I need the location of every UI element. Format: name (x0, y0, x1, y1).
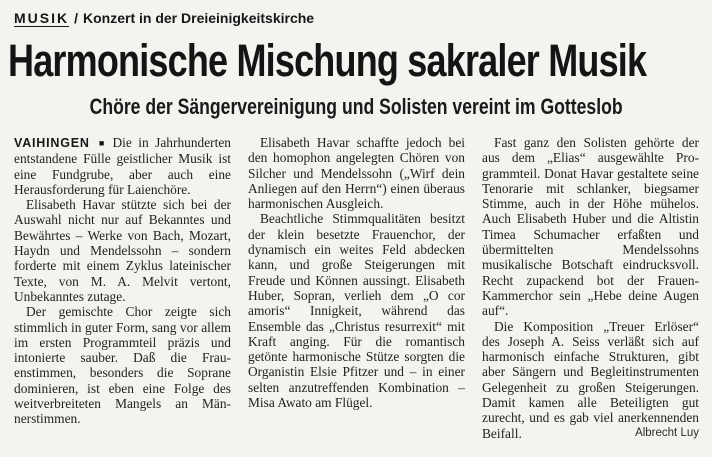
lead-paragraph (14, 135, 231, 197)
dateline: VAIHINGEN (14, 136, 90, 150)
article-column-1 (14, 135, 231, 441)
headline: Harmonische Mischung sakraler Musik (8, 35, 647, 86)
kicker (14, 10, 712, 26)
paragraph: Fast ganz den Solisten gehörte der aus dem „Elias“ ausgewählte Programmteil. Donat Havar gestaltete seine Tenorarie mit schlanker, biegsamer Stimme, auch in der Höhe mühelos. Auch Elisabeth Huber und die Altistin Timea Schumacher erfaßten und übermittelten Mendelssohns musikalische Botschaft eindrucksvoll. Recht zupackend bot der Frauen-Kammerchor sein „Hebe deine Augen auf“. (482, 135, 699, 319)
paragraph: Elisabeth Havar schaffte jedoch bei den homophon angelegten Chören von Silcher und Mendelssohn („Wirf dein Anliegen auf den Herrn“) einen überaus harmonischen Ausgleich. (248, 135, 465, 212)
paragraph-text: Die in Jahrhunderten entstandene Fülle geistlicher Musik ist eine Fundgrube, aber auch eine Herausforderung für Laienchöre. (14, 135, 231, 197)
newspaper-article (0, 10, 712, 457)
byline: Albrecht Luy (635, 426, 699, 439)
article-column-2 (248, 135, 465, 441)
kicker-section-label: MUSIK (14, 10, 70, 26)
paragraph: Beachtliche Stimmqualitäten besitzt der klein besetzte Frauenchor, der dynamisch ein weites Feld abdecken kann, und große Steigerungen mit Freude und Können aussingt. Elisabeth Huber, Sopran, verlieh dem „O cor amoris“ Innigkeit, während das Ensemble das „Christus resurrexit“ mit Kraft anging. Für die romantisch getönte harmonische Stütze sorgten die Organistin Elsie Pfitzer und – in einer selten anzutreffenden Kombination – Misa Awato am Flügel. (248, 211, 465, 411)
subhead-row (0, 94, 712, 122)
kicker-title: Konzert in der Dreieinigkeitskirche (83, 10, 315, 26)
article-column-3 (482, 135, 699, 441)
paragraph: Der gemischte Chor zeigte sich stimmlich in guter Form, sang vor allem im ersten Programmteil präzis und intonierte sauber. Daß die Frauenstimmen, besonders die Soprane dominieren, ist eben eine Folge des weitverbreiteten Mangels an Männerstimmen. (14, 304, 231, 427)
paragraph: Elisabeth Havar stützte sich bei der Auswahl nicht nur auf Bekanntes und Bewährtes – Werke von Bach, Mozart, Haydn und Mendelssohn – sondern forderte mit einem Zyklus lateinischer Texte, von M. A. Melvit vertont, Unbekanntes zutage. (14, 197, 231, 304)
headline-row (8, 37, 712, 89)
paragraph-text: Die Komposition „Treuer Erlöser“ des Joseph A. Seiss verläßt sich auf harmonisch einfache Strukturen, gibt aber Sängern und Begleitinstrumenten Gelegenheit zu großen Steigerungen. Damit kamen alle Beteiligten gut zurecht, und es gab viel anerkennenden Beifall. (482, 318, 699, 441)
closing-paragraph (482, 319, 699, 441)
kicker-separator: / (74, 10, 79, 26)
article-body (0, 122, 712, 441)
square-bullet-icon: ■ (95, 137, 108, 148)
subhead: Chöre der Sängervereinigung und Solisten vereint im Gotteslob (89, 94, 623, 119)
